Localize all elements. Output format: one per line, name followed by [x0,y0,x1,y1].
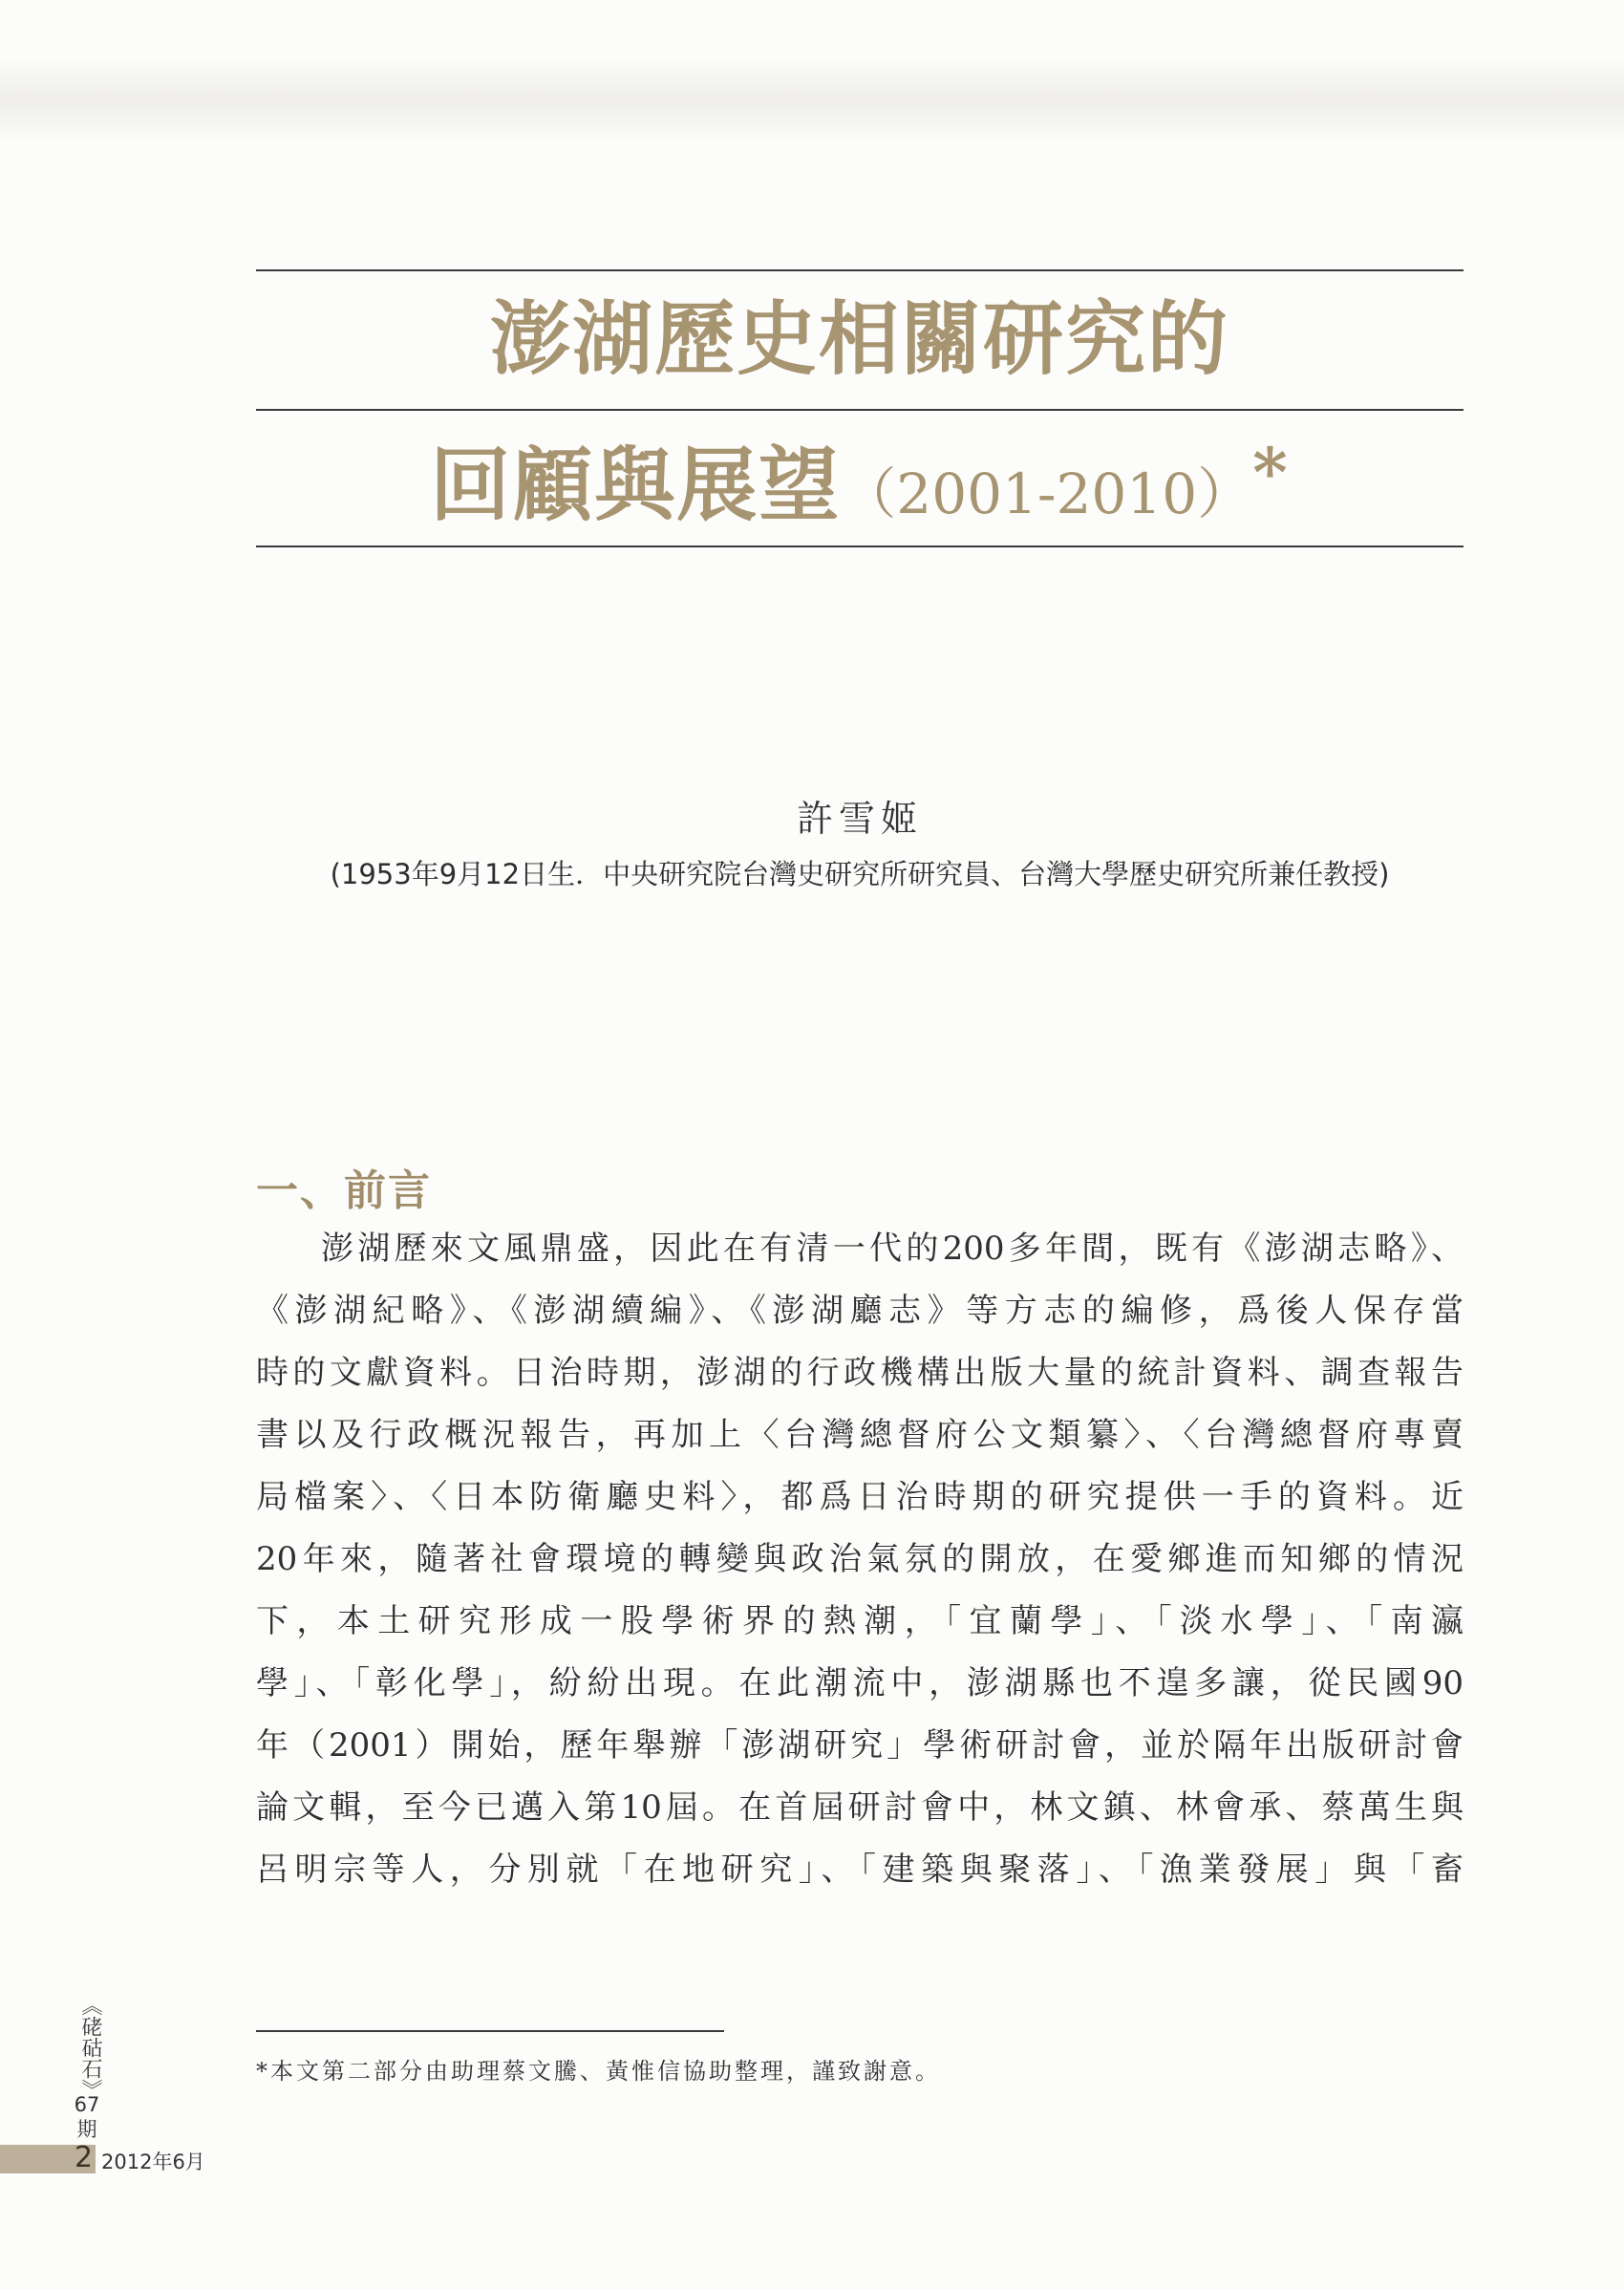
journal-name: 《硓𥑮石》 [78,1995,102,2100]
footnote-rule [256,2030,724,2032]
title-main: 回顧與展望 [430,438,842,532]
title-years: （2001-2010） [841,461,1253,526]
section-heading: 一、前言 [256,1166,432,1215]
scan-artefact [0,57,1624,143]
title-rule-top [256,269,1464,271]
body-line: 呂明宗等人，分別就「在地研究」、「建築與聚落」、「漁業發展」與「畜 [256,1851,1464,1889]
body-line: 書以及行政概況報告，再加上〈台灣總督府公文類纂〉、〈台灣總督府專賣 [256,1416,1464,1454]
body-line: 下，本土研究形成一股學術界的熱潮，「宜蘭學」、「淡水學」、「南瀛 [256,1602,1464,1640]
issue-number: 67 期 [74,2093,100,2141]
title-rule-middle [256,409,1464,411]
title-line-1: 澎湖歷史相關研究的 [489,291,1229,386]
body-line: 《澎湖紀略》、《澎湖續編》、《澎湖廳志》等方志的編修，爲後人保存當 [256,1292,1464,1330]
body-line: 學」、「彰化學」，紛紛出現。在此潮流中，澎湖縣也不遑多讓，從民國90 [256,1664,1464,1702]
body-line: 時的文獻資料。日治時期，澎湖的行政機構出版大量的統計資料、調查報告 [256,1354,1464,1392]
title-rule-bottom [256,546,1464,547]
body-line: 論文輯，至今已邁入第10屆。在首屆研討會中，林文鎮、林會承、蔡萬生與 [256,1788,1464,1827]
body-line: 年（2001）開始，歷年舉辦「澎湖研究」學術研討會，並於隔年出版研討會 [256,1726,1464,1765]
page-number: 2 [75,2141,94,2174]
body-line: 澎湖歷來文風鼎盛，因此在有清一代的200多年間，既有《澎湖志略》、 [321,1230,1464,1268]
body-line: 局檔案〉、〈日本防衛廳史料〉，都爲日治時期的研究提供一手的資料。近 [256,1478,1464,1516]
footnote: *本文第二部分由助理蔡文騰、黃惟信協助整理，謹致謝意。 [256,2058,941,2085]
title-line-2 [256,420,1464,546]
title-footnote-mark: * [1252,433,1290,512]
body-line: 20年來，隨著社會環境的轉變與政治氣氛的開放，在愛鄉進而知鄉的情況 [256,1540,1464,1578]
issue-date: 2012年6月 [101,2151,205,2173]
author-name: 許雪姬 [796,798,923,840]
author-affiliation: (1953年9月12日生．中央研究院台灣史研究所研究員、台灣大學歷史研究所兼任教授) [330,858,1390,890]
